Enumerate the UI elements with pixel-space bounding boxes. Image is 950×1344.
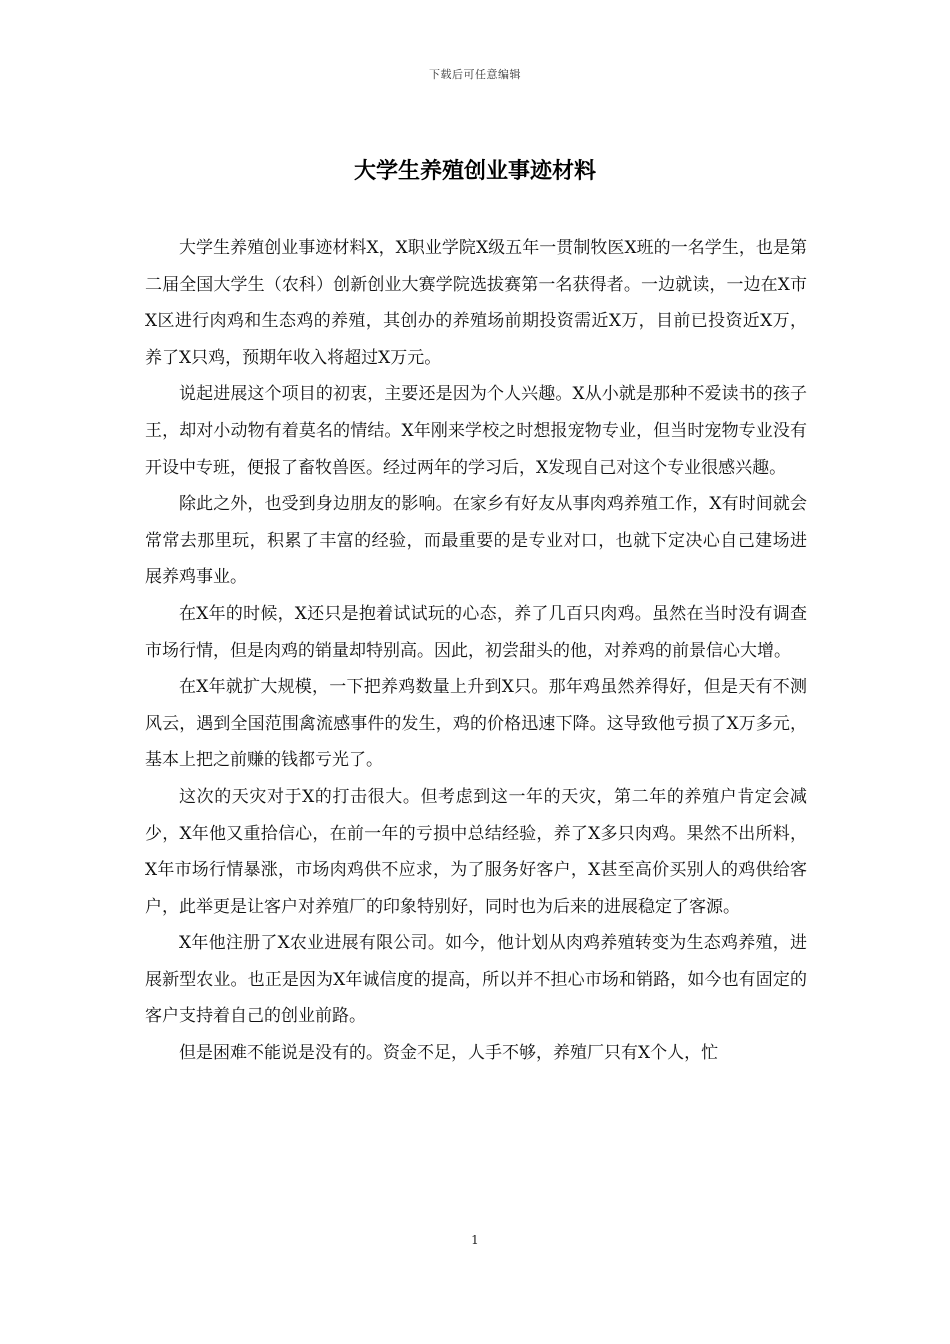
paragraph: X年他注册了X农业进展有限公司。如今，他计划从肉鸡养殖转变为生态鸡养殖，进展新型农业。也正是因为X年诚信度的提高，所以并不担心市场和销路，如今也有固定的客户支持着自己的创业前路。 [145,933,807,1027]
paragraph: 除此之外，也受到身边朋友的影响。在家乡有好友从事肉鸡养殖工作，X有时间就会常常去那里玩，积累了丰富的经验，而最重要的是专业对口，也就下定决心自己建场进展养鸡事业。 [145,494,807,588]
page-number: 1 [471,1233,479,1247]
page-header-note: 下载后可任意编辑 [429,68,521,81]
document-body [145,230,807,1072]
paragraph: 在X年的时候，X还只是抱着试试玩的心态，养了几百只肉鸡。虽然在当时没有调查市场行情，但是肉鸡的销量却特别高。因此，初尝甜头的他，对养鸡的前景信心大增。 [145,603,807,661]
paragraph: 这次的天灾对于X的打击很大。但考虑到这一年的天灾，第二年的养殖户肯定会减少，X年他又重拾信心，在前一年的亏损中总结经验，养了X多只肉鸡。果然不出所料，X年市场行情暴涨，市场肉鸡供不应求，为了服务好客户，X甚至高价买别人的鸡供给客户，此举更是让客户对养殖厂的印象特别好，同时也为后来的进展稳定了客源。 [145,786,807,917]
paragraph: 但是困难不能说是没有的。资金不足，人手不够，养殖厂只有X个人，忙 [179,1043,719,1064]
document-title: 大学生养殖创业事迹材料 [353,158,596,184]
paragraph: 大学生养殖创业事迹材料X，X职业学院X级五年一贯制牧医X班的一名学生，也是第二届全国大学生（农科）创新创业大赛学院选拔赛第一名获得者。一边就读，一边在X市X区进行肉鸡和生态鸡的养殖，其创办的养殖场前期投资需近X万，目前已投资近X万，养了X只鸡，预期年收入将超过X万元。 [145,238,807,368]
paragraph: 在X年就扩大规模，一下把养鸡数量上升到X只。那年鸡虽然养得好，但是天有不测风云，遇到全国范围禽流感事件的发生，鸡的价格迅速下降。这导致他亏损了X万多元，基本上把之前赚的钱都亏光了。 [145,677,807,771]
paragraph: 说起进展这个项目的初衷，主要还是因为个人兴趣。X从小就是那种不爱读书的孩子王，却对小动物有着莫名的情结。X年刚来学校之时想报宠物专业，但当时宠物专业没有开设中专班，便报了畜牧兽医。经过两年的学习后，X发现自己对这个专业很感兴趣。 [145,384,807,478]
